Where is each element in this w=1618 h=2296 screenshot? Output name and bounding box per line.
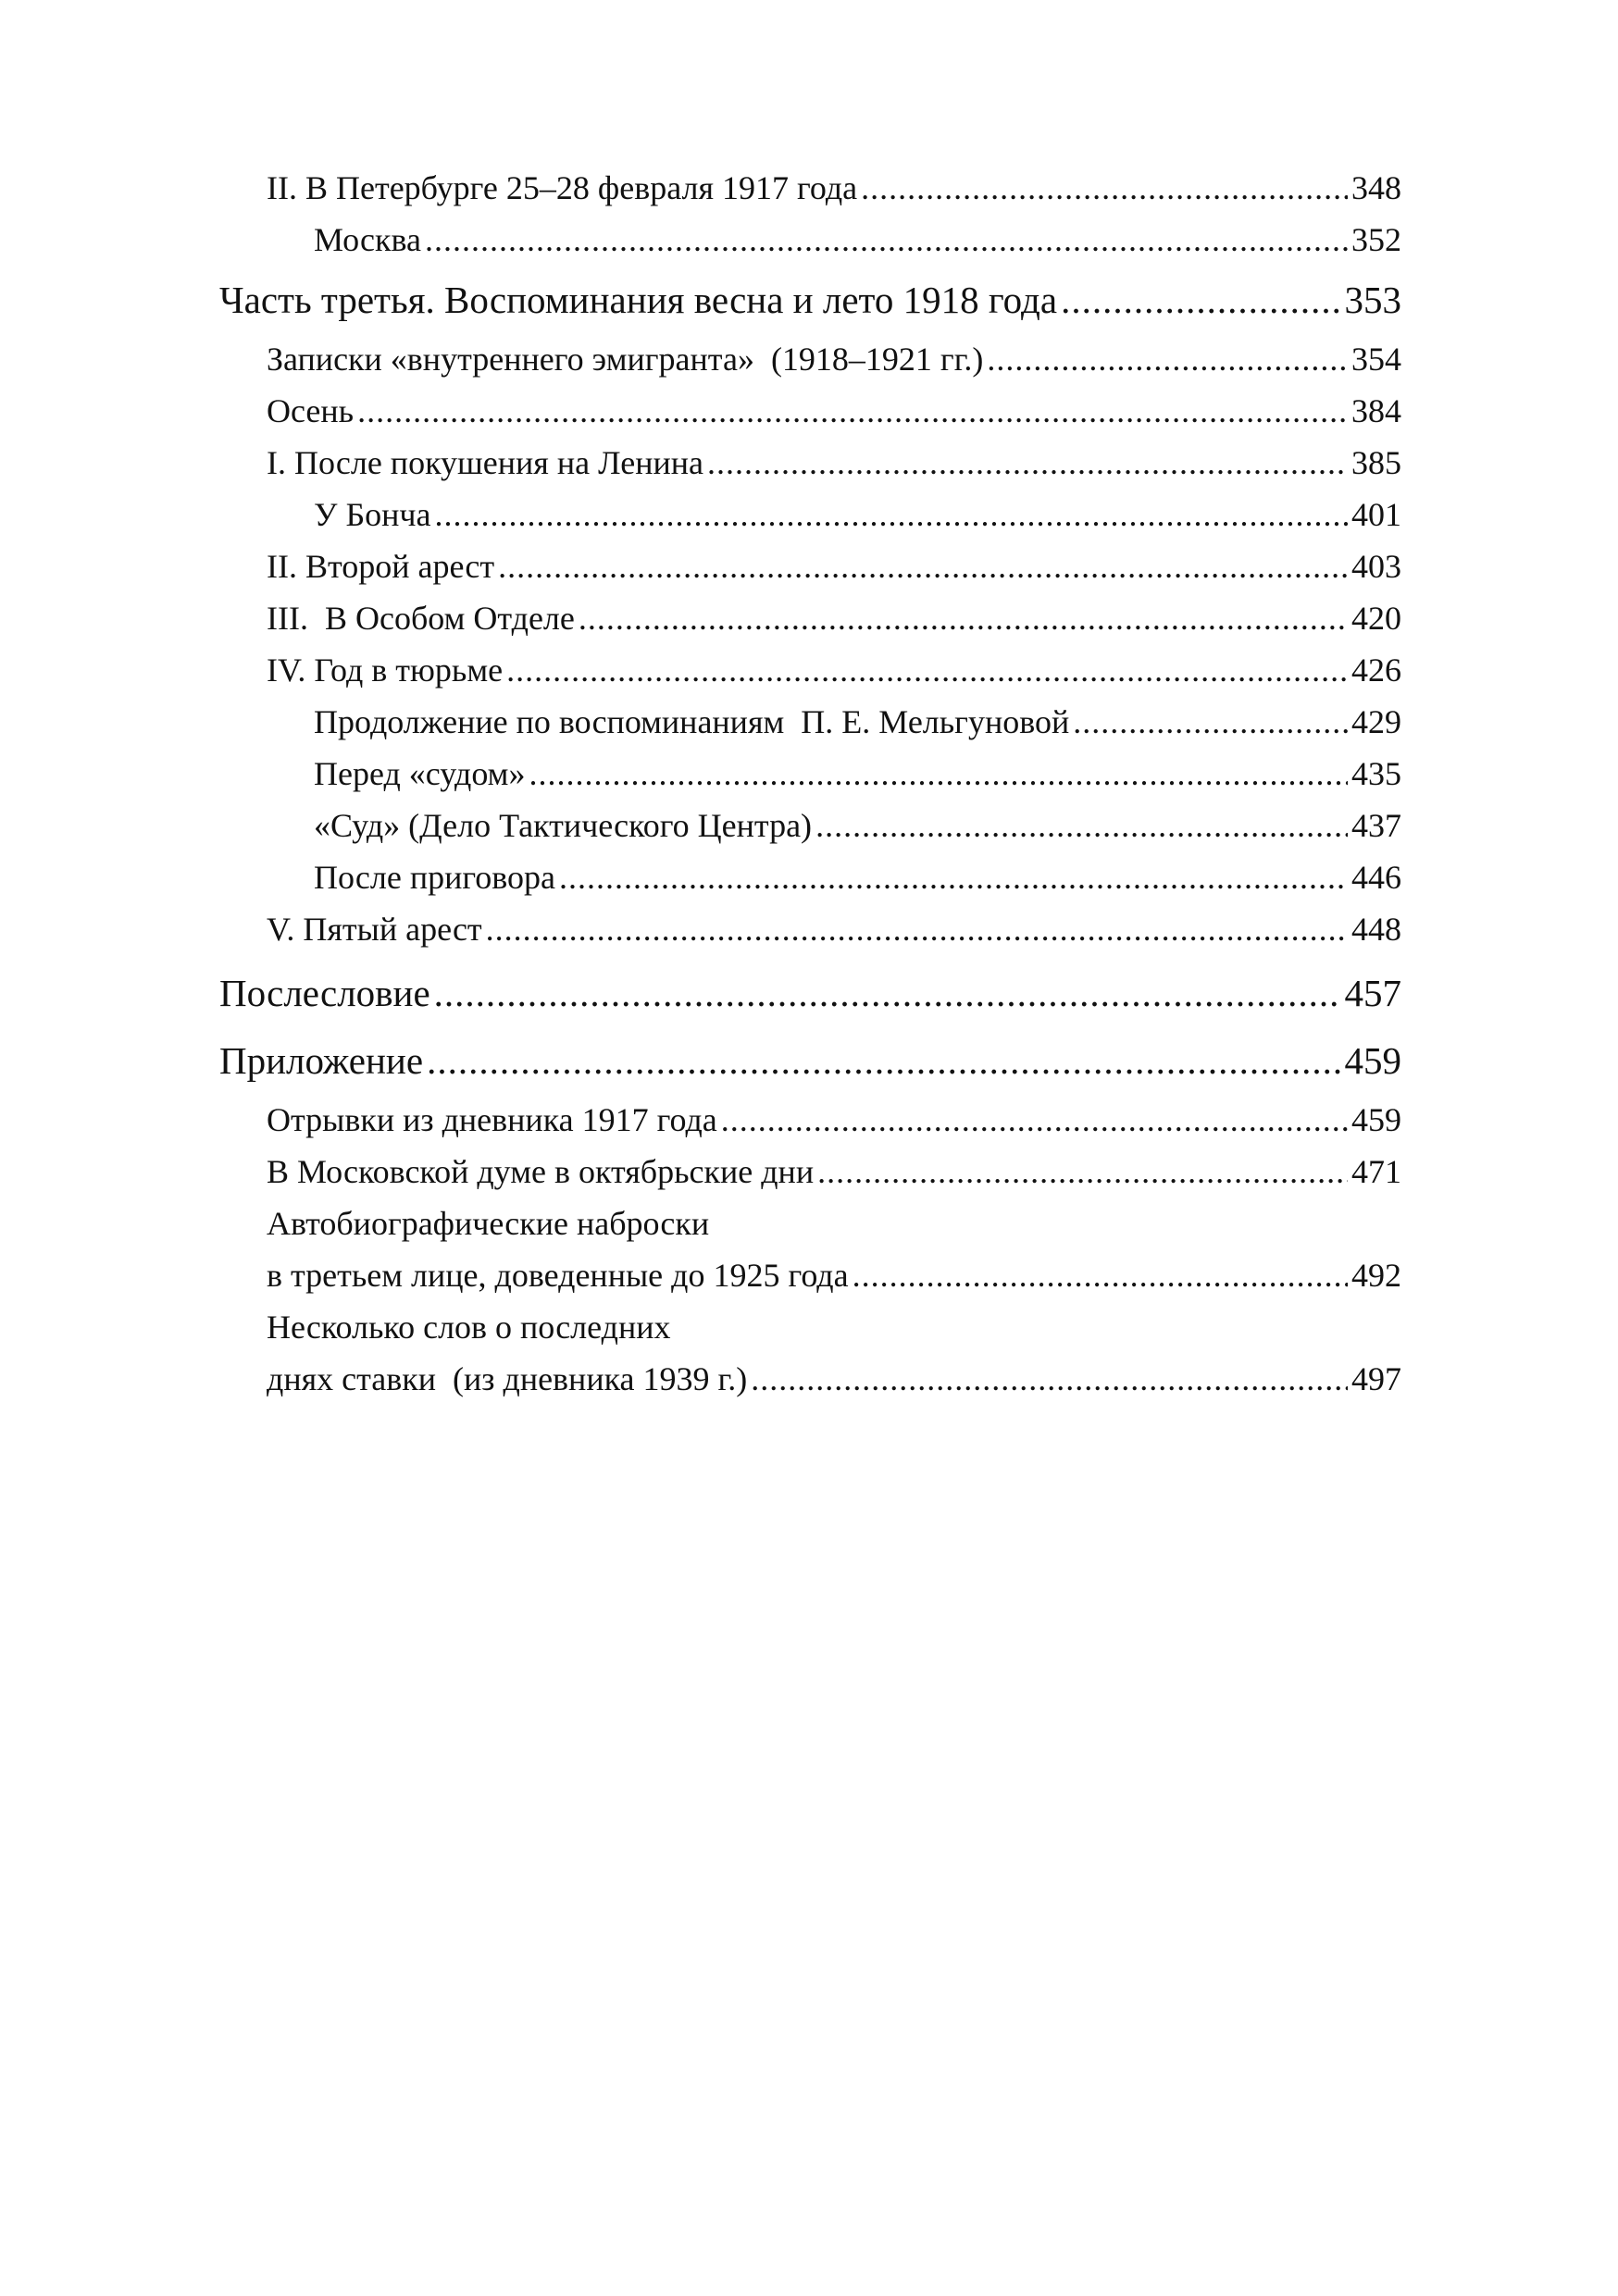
toc-entry[interactable] (219, 754, 1401, 806)
toc-entry[interactable] (219, 168, 1401, 220)
toc-entry[interactable] (219, 651, 1401, 702)
toc-entry-page: 446 (1351, 859, 1401, 896)
toc-entry-page: 459 (1351, 1101, 1401, 1138)
toc-entry[interactable] (219, 806, 1401, 858)
toc-entry[interactable] (219, 220, 1401, 278)
toc-entry[interactable] (219, 599, 1401, 651)
toc-entry-title: Приложение (219, 1039, 424, 1082)
toc-entry[interactable] (219, 495, 1401, 547)
toc-entry-page: 497 (1351, 1360, 1401, 1397)
toc-entry-page: 403 (1351, 548, 1401, 585)
toc-entry-page: 457 (1344, 972, 1401, 1014)
toc-entry-page: 471 (1351, 1153, 1401, 1190)
dot-leader (815, 806, 1348, 845)
dot-leader (817, 1152, 1348, 1191)
dot-leader (707, 443, 1348, 482)
table-of-contents (219, 168, 1401, 1411)
toc-entry-title: Продолжение по воспоминаниям П. Е. Мельгуновой (314, 703, 1070, 740)
toc-entry-title: Осень (267, 392, 355, 429)
toc-entry-title: В Московской думе в октябрьские дни (267, 1153, 815, 1190)
dot-leader (486, 910, 1348, 949)
toc-entry-title: После приговора (314, 859, 555, 896)
dot-leader (506, 651, 1348, 689)
dot-leader (559, 858, 1348, 897)
toc-entry-title: днях ставки (из дневника 1939 г.) (267, 1360, 748, 1397)
toc-entry[interactable] (219, 1100, 1401, 1152)
toc-entry-page: 435 (1351, 755, 1401, 792)
toc-entry-title: Автобиографические наброски (267, 1205, 710, 1242)
toc-entry-page: 459 (1344, 1039, 1401, 1082)
toc-entry-title: У Бонча (314, 496, 431, 533)
toc-entry[interactable] (219, 1152, 1401, 1204)
toc-entry-page: 437 (1351, 807, 1401, 844)
toc-entry-page: 429 (1351, 703, 1401, 740)
toc-entry-title: V. Пятый арест (267, 911, 482, 948)
toc-entry-title: II. В Петербурге 25–28 февраля 1917 года (267, 169, 858, 206)
toc-entry-page: 352 (1351, 221, 1401, 258)
toc-entry[interactable] (219, 391, 1401, 443)
toc-entry-title: Перед «судом» (314, 755, 526, 792)
dot-leader (1061, 278, 1340, 322)
dot-leader (853, 1256, 1348, 1295)
dot-leader (434, 971, 1341, 1015)
dot-leader (357, 391, 1348, 430)
dot-leader (529, 754, 1348, 793)
toc-entry-page: 492 (1351, 1257, 1401, 1294)
dot-leader (425, 220, 1348, 259)
toc-entry-title: III. В Особом Отделе (267, 600, 575, 637)
toc-entry[interactable] (219, 702, 1401, 754)
toc-entry-title: Отрывки из дневника 1917 года (267, 1101, 717, 1138)
toc-entry-title: IV. Год в тюрьме (267, 652, 504, 689)
toc-entry-page: 353 (1344, 279, 1401, 321)
toc-entry[interactable] (219, 910, 1401, 971)
toc-entry-title: I. После покушения на Ленина (267, 444, 704, 481)
toc-entry-first-line[interactable] (219, 1204, 1401, 1256)
dot-leader (427, 1038, 1340, 1083)
toc-entry-first-line[interactable] (219, 1308, 1401, 1359)
toc-entry[interactable] (219, 340, 1401, 391)
toc-entry-title: Несколько слов о последних (267, 1309, 671, 1346)
toc-entry-page: 420 (1351, 600, 1401, 637)
dot-leader (721, 1100, 1348, 1139)
toc-part-entry[interactable] (219, 278, 1401, 340)
toc-entry[interactable] (219, 858, 1401, 910)
toc-entry-page: 385 (1351, 444, 1401, 481)
toc-entry-title: Записки «внутреннего эмигранта» (1918–1921 гг.) (267, 341, 984, 378)
toc-entry[interactable] (219, 547, 1401, 599)
dot-leader (751, 1359, 1348, 1398)
toc-entry-title: Послесловие (219, 972, 430, 1014)
toc-entry-page: 401 (1351, 496, 1401, 533)
toc-part-entry[interactable] (219, 1038, 1401, 1100)
toc-entry-page: 348 (1351, 169, 1401, 206)
dot-leader (498, 547, 1348, 586)
toc-entry[interactable] (219, 1256, 1401, 1308)
toc-entry[interactable] (219, 1359, 1401, 1411)
toc-entry-page: 354 (1351, 341, 1401, 378)
toc-entry-title: II. Второй арест (267, 548, 495, 585)
toc-entry-title: в третьем лице, доведенные до 1925 года (267, 1257, 849, 1294)
toc-entry-title: «Суд» (Дело Тактического Центра) (314, 807, 813, 844)
toc-entry-title: Москва (314, 221, 421, 258)
dot-leader (861, 168, 1348, 207)
toc-entry[interactable] (219, 443, 1401, 495)
dot-leader (435, 495, 1348, 534)
toc-part-entry[interactable] (219, 971, 1401, 1038)
dot-leader (579, 599, 1348, 638)
dot-leader (987, 340, 1348, 379)
dot-leader (1073, 702, 1348, 741)
toc-entry-title: Часть третья. Воспоминания весна и лето 1918 года (219, 279, 1058, 321)
toc-entry-page: 384 (1351, 392, 1401, 429)
toc-entry-page: 448 (1351, 911, 1401, 948)
toc-entry-page: 426 (1351, 652, 1401, 689)
